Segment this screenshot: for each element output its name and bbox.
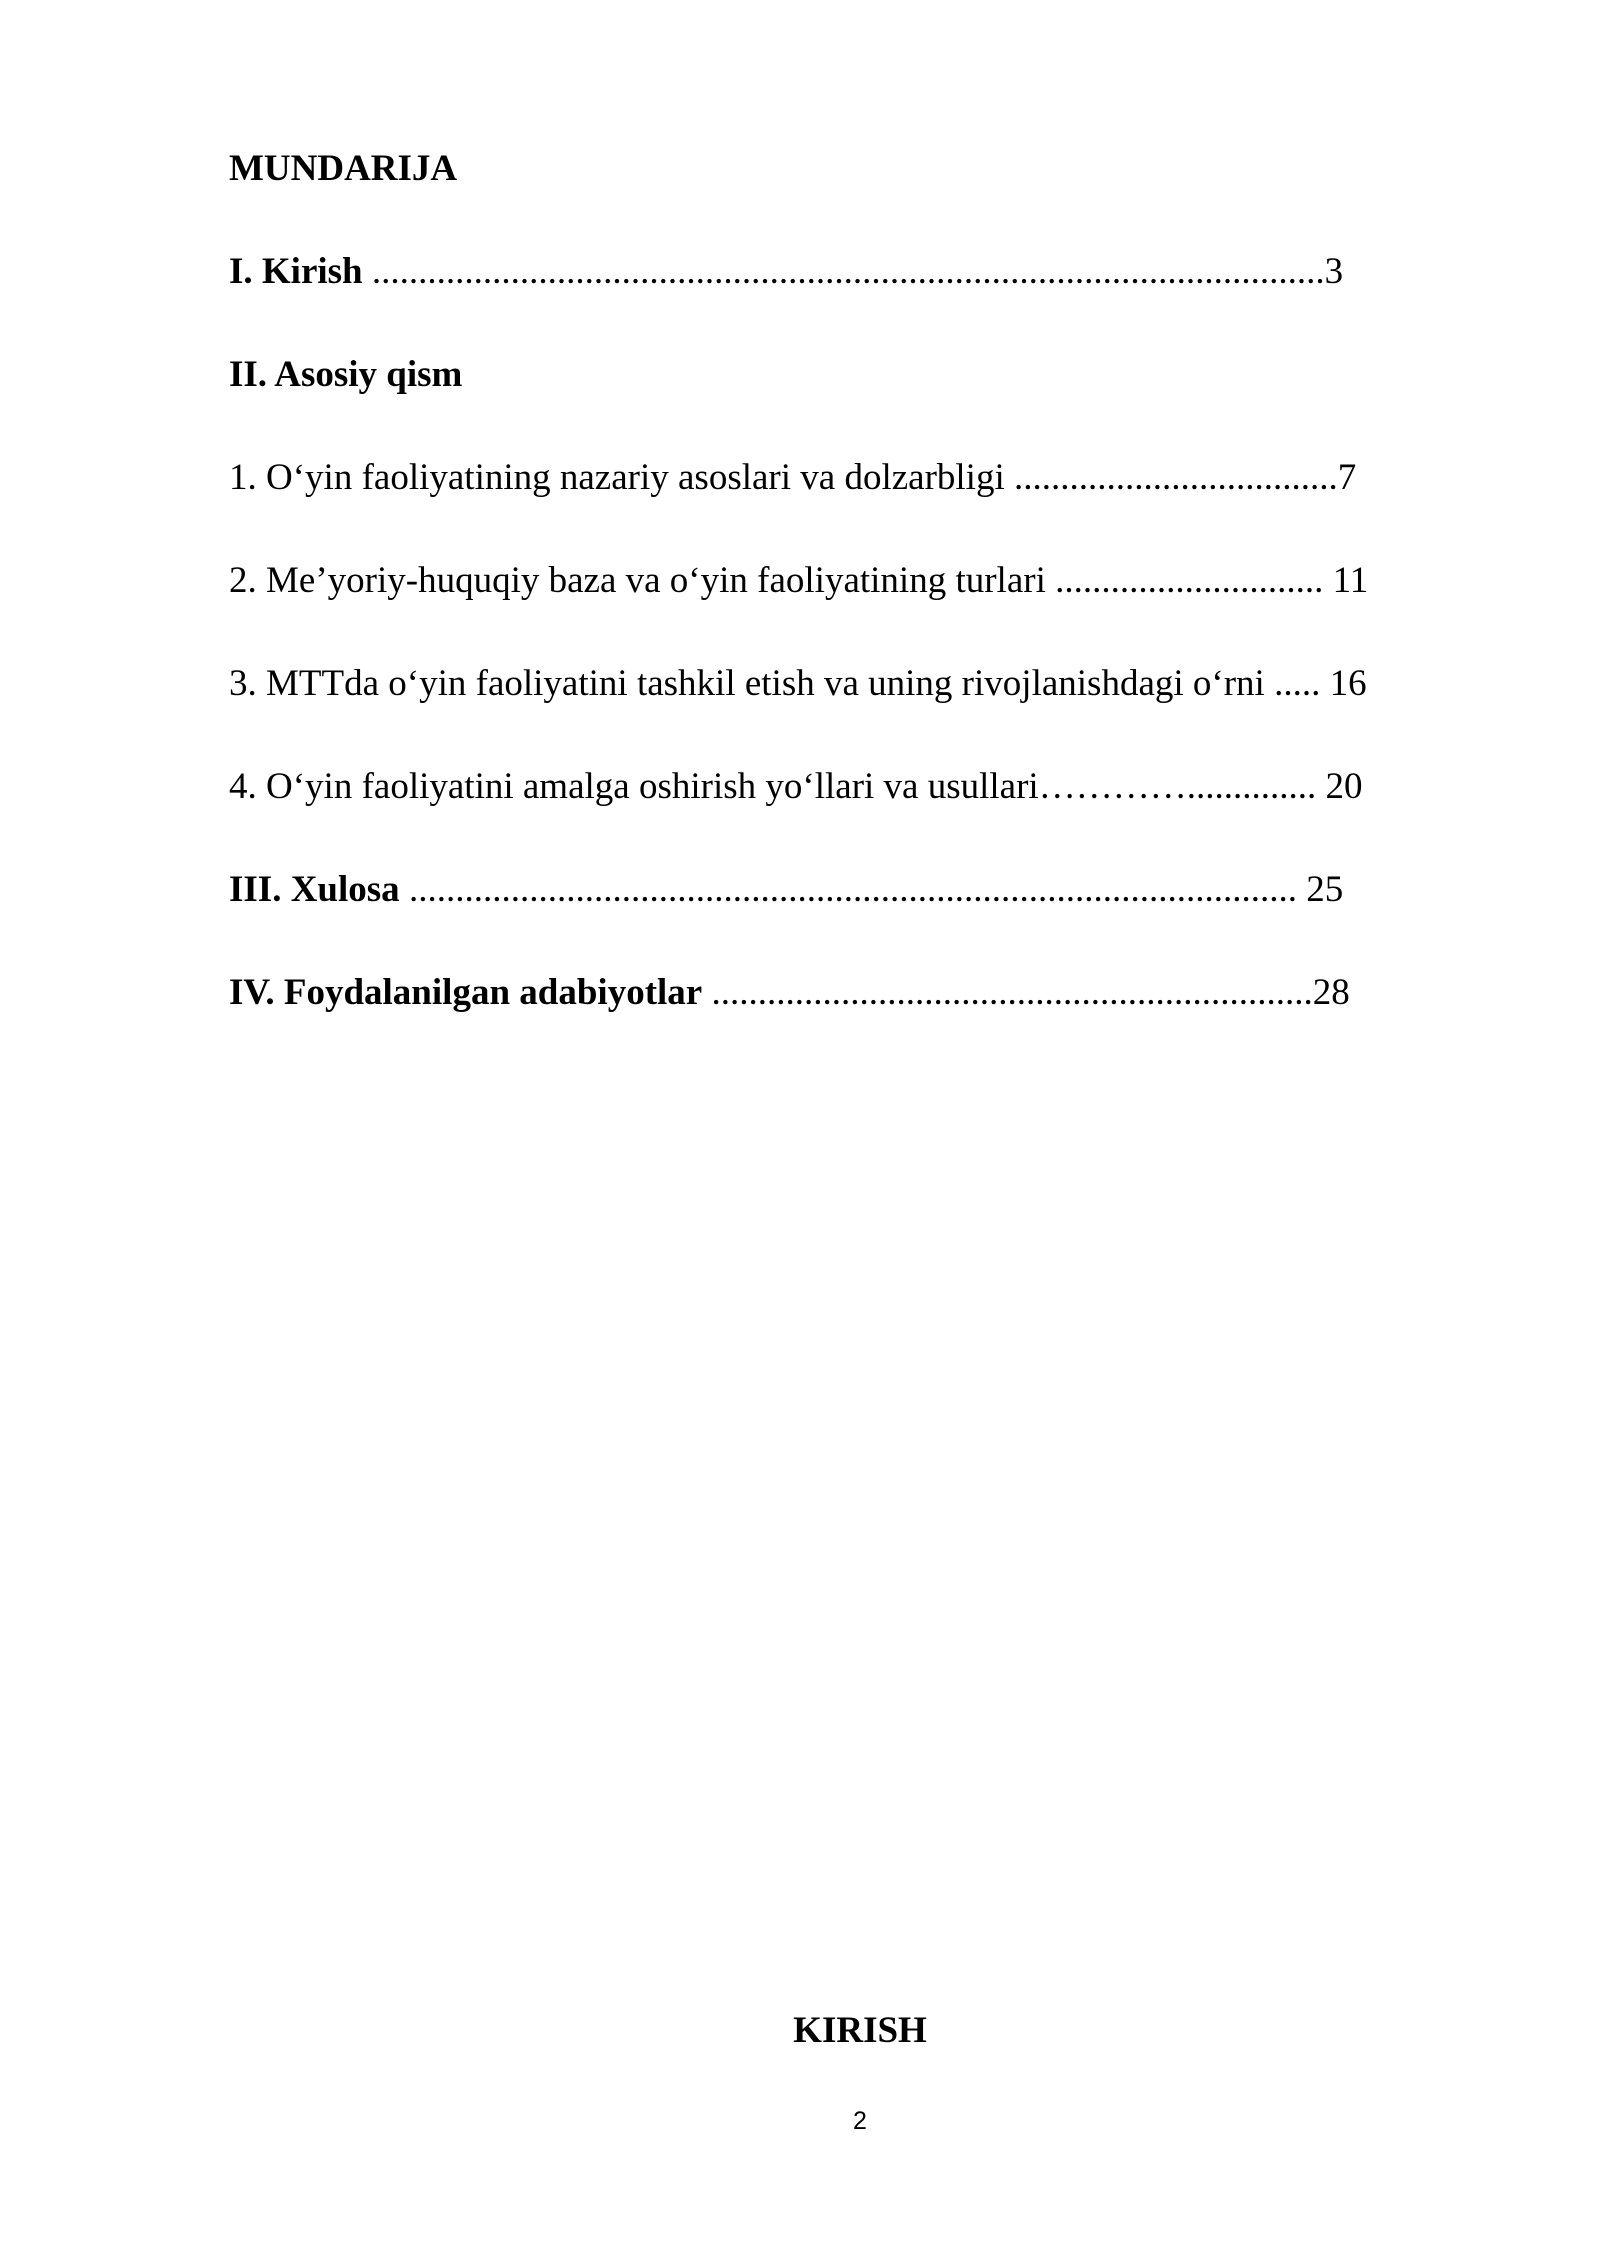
toc-entry-1[interactable]	[229, 459, 1356, 496]
toc-entry-leader: .................................................................	[702, 972, 1313, 1013]
toc-entry-label: 4. O‘yin faoliyatini amalga oshirish yo‘llari va usullari	[229, 766, 1039, 807]
toc-entry-page: 7	[1337, 457, 1357, 498]
toc-entry-label: III. Xulosa	[229, 869, 400, 910]
toc-entry-label: I. Kirish	[229, 251, 363, 292]
section-heading: KIRISH	[793, 2010, 927, 2051]
toc-entry-leader: ................................................................................................	[399, 869, 1307, 910]
toc-entry-leader: .......................................................................................................	[362, 251, 1325, 292]
toc-entry-label: 1. O‘yin faoliyatining nazariy asoslari va dolzarbligi	[229, 457, 1005, 498]
toc-entry-2[interactable]	[229, 562, 1368, 599]
toc-entry-page: 28	[1312, 972, 1350, 1013]
toc-entry-adabiyotlar[interactable]	[229, 974, 1350, 1011]
toc-entry-page: 11	[1332, 560, 1369, 601]
toc-entry-label: IV. Foydalanilgan adabiyotlar	[229, 972, 703, 1013]
toc-entry-label: II. Asosiy qism	[229, 354, 463, 395]
toc-entry-4[interactable]	[229, 768, 1362, 805]
toc-entry-page: 20	[1325, 766, 1363, 807]
toc-entry-leader: .....	[1264, 663, 1330, 704]
toc-title: MUNDARIJA	[229, 148, 458, 189]
toc-entry-label: 2. Me’yoriy-huquqiy baza va o‘yin faoliyatining turlari	[229, 560, 1046, 601]
toc-entry-kirish[interactable]	[229, 253, 1343, 290]
toc-entry-asosiy-qism[interactable]	[229, 356, 462, 393]
toc-entry-leader: …………..............	[1038, 766, 1326, 807]
toc-entry-leader: .............................	[1045, 560, 1333, 601]
toc-entry-page: 16	[1329, 663, 1367, 704]
toc-entry-leader: ...................................	[1004, 457, 1338, 498]
toc-entry-page: 3	[1324, 251, 1344, 292]
page-number: 2	[853, 2107, 867, 2135]
toc-entry-3[interactable]	[229, 665, 1367, 702]
toc-entry-label: 3. MTTda o‘yin faoliyatini tashkil etish va uning rivojlanishdagi o‘rni	[229, 663, 1265, 704]
toc-entry-page: 25	[1306, 869, 1344, 910]
toc-entry-xulosa[interactable]	[229, 871, 1343, 908]
